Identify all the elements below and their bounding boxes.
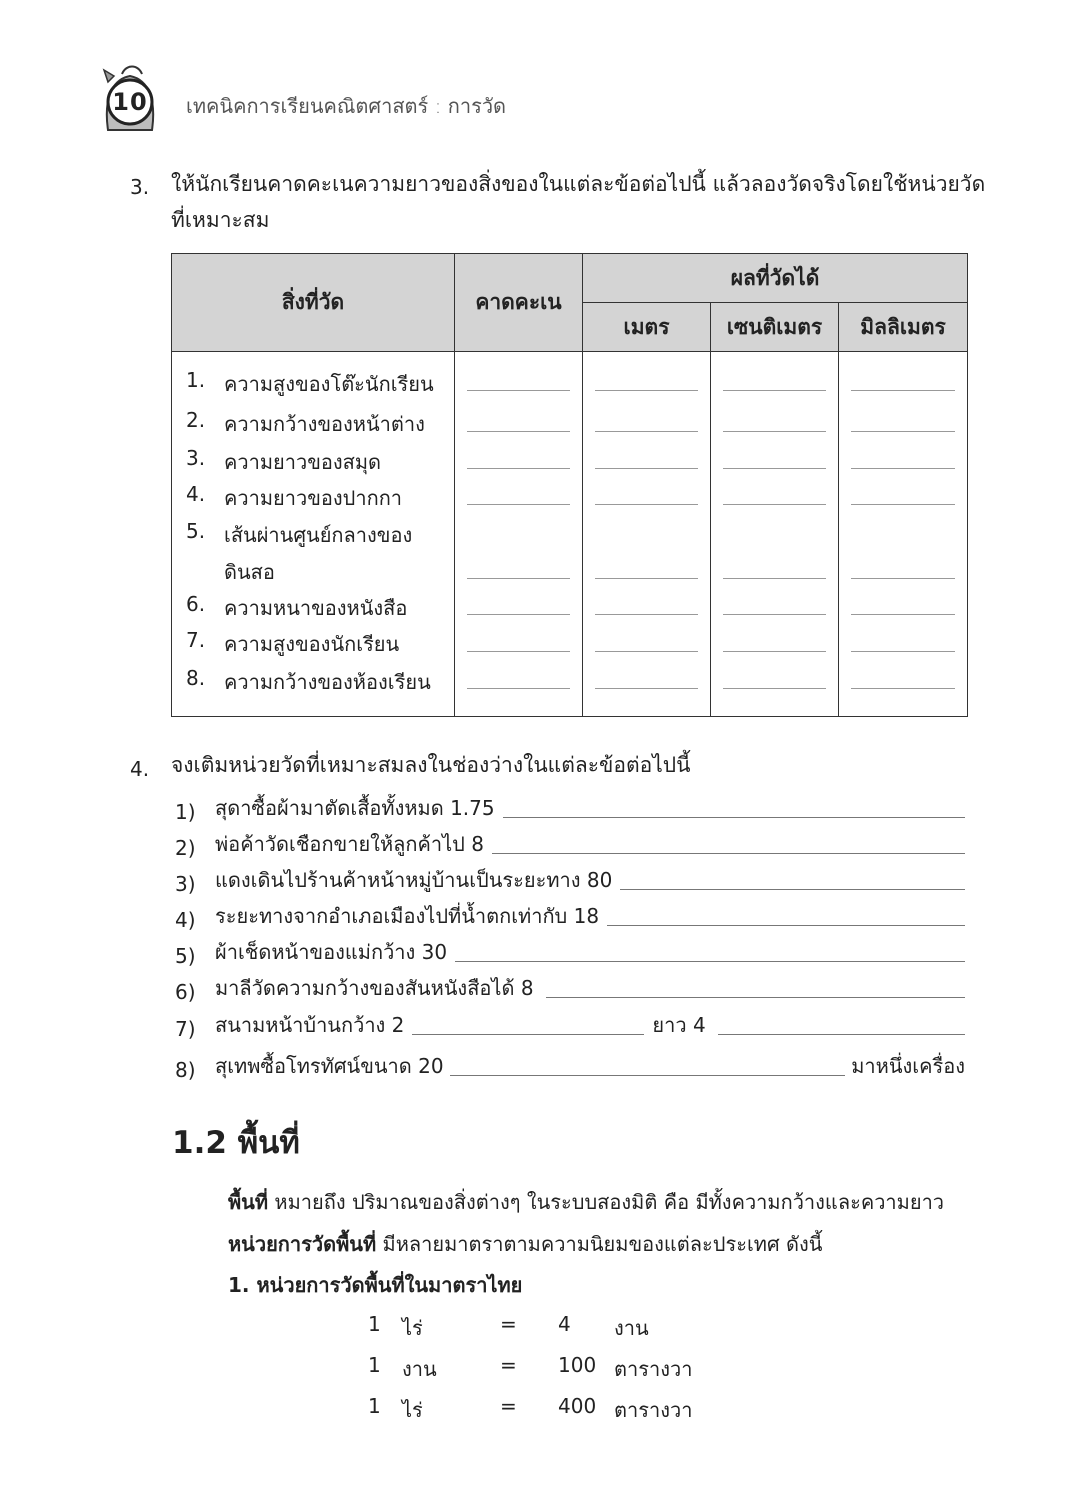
q4-number: 4. [130, 757, 150, 781]
fill-item: 8) สุเทพซื้อโทรทัศน์ขนาด 20 มาหนึ่งเครื่อง [175, 1054, 965, 1082]
q3-text-line2: ที่เหมาะสม [171, 208, 270, 232]
book-title: เทคนิคการเรียนคณิตศาสตร์ : การวัด [186, 94, 507, 118]
q4-text: จงเติมหน่วยวัดที่เหมาะสมลงในช่องว่างในแต่ละข้อต่อไปนี้ [171, 753, 691, 777]
fill-item: 3) แดงเดินไปร้านค้าหน้าหมู่บ้านเป็นระยะทาง 80 [175, 864, 965, 896]
answer-blank[interactable] [467, 578, 570, 579]
answer-blank[interactable] [595, 504, 698, 505]
answer-blank[interactable] [467, 390, 570, 391]
item-cell [172, 352, 455, 717]
answer-blank[interactable] [851, 390, 955, 391]
page-number: 10 [112, 88, 148, 116]
answer-blank[interactable] [467, 614, 570, 615]
col-header-result: ผลที่วัดได้ [583, 254, 968, 303]
list-item: 4. ความยาวของปากกา [186, 482, 403, 510]
list-item: 5. เส้นผ่านศูนย์กลางของ [186, 519, 413, 547]
fill-item: 2) พ่อค้าวัดเชือกขายให้ลูกค้าไป 8 [175, 828, 965, 860]
measurement-table [171, 253, 968, 717]
list-item: 2. ความกว้างของหน้าต่าง [186, 408, 425, 436]
fill-item: 4) ระยะทางจากอำเภอเมืองไปที่น้ำตกเท่ากับ 18 [175, 900, 965, 932]
col-header-item: สิ่งที่วัด [172, 254, 455, 352]
q3-number: 3. [130, 175, 150, 199]
answer-blank[interactable] [723, 504, 826, 505]
list-item: 1. ความสูงของโต๊ะนักเรียน [186, 368, 434, 396]
section-title: 1.2 พื้นที่ [172, 1125, 300, 1161]
answer-blank[interactable] [595, 651, 698, 652]
answer-blank[interactable] [467, 651, 570, 652]
col-header-meter: เมตร [583, 303, 711, 352]
answer-blank[interactable] [723, 651, 826, 652]
answer-blank[interactable] [467, 504, 570, 505]
answer-blank[interactable] [595, 468, 698, 469]
answer-blank[interactable] [851, 431, 955, 432]
answer-blank[interactable] [595, 688, 698, 689]
list-item: ดินสอ [224, 560, 275, 584]
centimeter-column [711, 352, 839, 717]
fill-item: 7) สนามหน้าบ้านกว้าง 2 ยาว 4 [175, 1009, 965, 1041]
fill-item: 5) ผ้าเช็ดหน้าของแม่กว้าง 30 [175, 936, 965, 968]
answer-blank[interactable] [723, 614, 826, 615]
answer-blank[interactable] [718, 1034, 965, 1035]
col-header-millimeter: มิลลิเมตร [839, 303, 968, 352]
list-item: 8. ความกว้างของห้องเรียน [186, 666, 431, 694]
answer-blank[interactable] [851, 504, 955, 505]
answer-blank[interactable] [723, 578, 826, 579]
answer-blank[interactable] [851, 688, 955, 689]
answer-blank[interactable] [851, 578, 955, 579]
list-item: 6. ความหนาของหนังสือ [186, 592, 408, 620]
fill-item: 6) มาลีวัดความกว้างของสันหนังสือได้ 8 [175, 972, 965, 1004]
answer-blank[interactable] [723, 688, 826, 689]
answer-blank[interactable] [620, 889, 965, 890]
answer-blank[interactable] [467, 431, 570, 432]
answer-blank[interactable] [546, 997, 965, 998]
answer-blank[interactable] [595, 578, 698, 579]
answer-blank[interactable] [723, 431, 826, 432]
area-definition: พื้นที่ หมายถึง ปริมาณของสิ่งต่างๆ ในระบบสองมิติ คือ มีทั้งความกว้างและความยาว [228, 1190, 945, 1214]
answer-blank[interactable] [851, 651, 955, 652]
area-units-intro: หน่วยการวัดพื้นที่ มีหลายมาตราตามความนิยมของแต่ละประเทศ ดังนี้ [228, 1232, 823, 1256]
answer-blank[interactable] [723, 468, 826, 469]
answer-blank[interactable] [467, 688, 570, 689]
estimate-column [455, 352, 583, 717]
list-item: 7. ความสูงของนักเรียน [186, 628, 400, 656]
answer-blank[interactable] [595, 614, 698, 615]
answer-blank[interactable] [455, 961, 965, 962]
answer-blank[interactable] [595, 431, 698, 432]
answer-blank[interactable] [412, 1034, 644, 1035]
answer-blank[interactable] [492, 853, 965, 854]
answer-blank[interactable] [595, 390, 698, 391]
col-header-centimeter: เซนติเมตร [711, 303, 839, 352]
answer-blank[interactable] [607, 925, 965, 926]
list-item: 3. ความยาวของสมุด [186, 446, 382, 474]
fill-item: 1) สุดาซื้อผ้ามาตัดเสื้อทั้งหมด 1.75 [175, 792, 965, 824]
q3-text-line1: ให้นักเรียนคาดคะเนความยาวของสิ่งของในแต่ละข้อต่อไปนี้ แล้วลองวัดจริงโดยใช้หน่วยวัด [171, 172, 986, 196]
answer-blank[interactable] [851, 468, 955, 469]
item-list [186, 368, 454, 702]
meter-column [583, 352, 711, 717]
col-header-estimate: คาดคะเน [455, 254, 583, 352]
answer-blank[interactable] [450, 1075, 846, 1076]
answer-blank[interactable] [503, 817, 965, 818]
thai-units-heading: 1. หน่วยการวัดพื้นที่ในมาตราไทย [228, 1273, 523, 1297]
answer-blank[interactable] [851, 614, 955, 615]
answer-blank[interactable] [723, 390, 826, 391]
millimeter-column [839, 352, 968, 717]
answer-blank[interactable] [467, 468, 570, 469]
